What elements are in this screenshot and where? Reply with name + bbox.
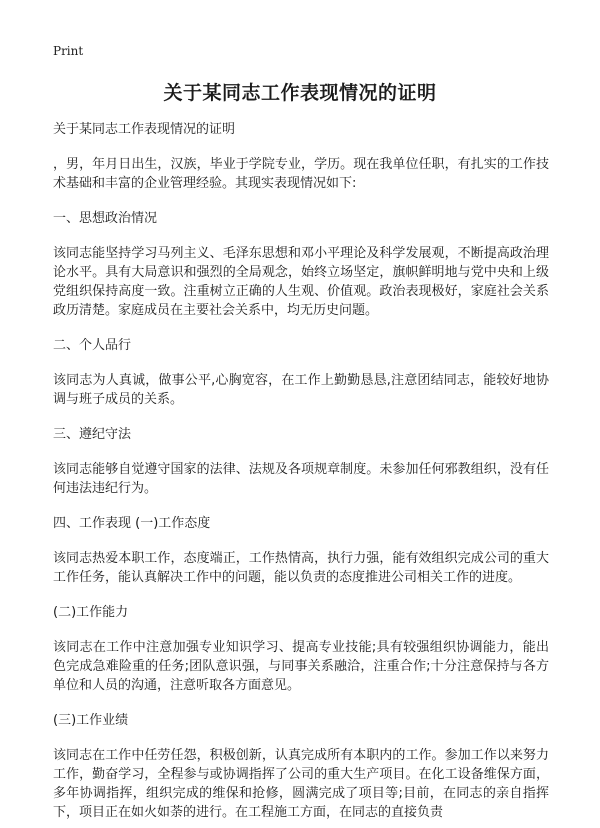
section-heading-political: 一、思想政治情况 <box>53 211 158 226</box>
section-heading-achievements: (三)工作业绩 <box>53 713 129 728</box>
section-heading-attitude: 四、工作表现 (一)工作态度 <box>53 516 211 531</box>
document-subtitle: 关于某同志工作表现情况的证明 <box>53 122 236 137</box>
document-body <box>53 120 549 828</box>
document-title: 关于某同志工作表现情况的证明 <box>163 82 437 104</box>
print-link[interactable]: Print <box>53 44 84 58</box>
section-body-attitude: 该同志热爱本职工作，态度端正，工作热情高，执行力强，能有效组织完成公司的重大工作任务，能认真解决工作中的问题，能以负责的态度推进公司相关工作的进度。 <box>53 551 549 585</box>
intro-paragraph: ，男，年月日出生，汉族，毕业于学院专业，学历。现在我单位任职，有扎实的工作技术基础和丰富的企业管理经验。其现实表现情况如下: <box>53 157 549 191</box>
section-body-achievements: 该同志在工作中任劳任怨，积极创新，认真完成所有本职内的工作。参加工作以来努力工作，勤奋学习，全程参与或协调指挥了公司的重大生产项目。在化工设备维保方面，多年协调指挥，组织完成的维保和抢修，圆满完成了项目等;目前，在同志的亲自指挥下，项目正在如火如荼的进行。在工程施工方面，在同志的直接负责 <box>53 748 549 820</box>
section-body-discipline: 该同志能够自觉遵守国家的法律、法规及各项规章制度。未参加任何邪教组织，没有任何违法违纪行为。 <box>53 462 549 496</box>
section-body-character: 该同志为人真诚，做事公平,心胸宽容，在工作上勤勤恳恳,注意团结同志，能较好地协调与班子成员的关系。 <box>53 373 549 407</box>
section-body-political: 该同志能坚持学习马列主义、毛泽东思想和邓小平理论及科学发展观，不断提高政治理论水平。具有大局意识和强烈的全局观念，始终立场坚定，旗帜鲜明地与党中央和上级党组织保持高度一致。注重树立正确的人生观、价值观。政治表现极好，家庭社会关系政历清楚。家庭成员在主要社会关系中，均无历史问题。 <box>53 246 549 318</box>
section-body-ability: 该同志在工作中注意加强专业知识学习、提高专业技能;具有较强组织协调能力，能出色完成急难险重的任务;团队意识强，与同事关系融洽，注重合作;十分注意保持与各方单位和人员的沟通，注意听取各方面意见。 <box>53 640 549 693</box>
section-heading-ability: (二)工作能力 <box>53 605 129 620</box>
section-heading-character: 二、个人品行 <box>53 338 132 353</box>
section-heading-discipline: 三、遵纪守法 <box>53 427 132 442</box>
